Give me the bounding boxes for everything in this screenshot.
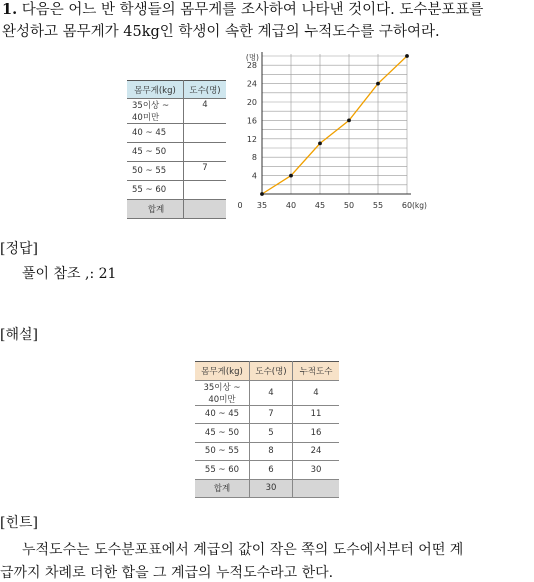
table1-header-weight: 몸무게(kg) [127,81,184,99]
table2-cell: 4 [250,380,293,405]
data-point [260,192,264,196]
table-row [195,380,339,405]
table2-cell: 11 [293,405,340,424]
hint-label: [힌트] [0,515,38,531]
table2-cell: 6 [250,461,293,480]
table2-cell: 30 [293,461,340,480]
table1-cell: 7 [184,162,227,181]
data-point [347,119,351,123]
table-row [127,99,226,124]
table-row [127,181,226,200]
x-tick-label: 35 [256,201,268,210]
question-text-1: 다음은 어느 반 학생들의 몸무게를 조사하여 나타낸 것이다. 도수분포표를 [21,2,484,18]
table-row [195,442,339,461]
table1-header-freq: 도수(명) [184,81,227,99]
table1-total-value [184,200,227,219]
y-tick-label: 16 [246,116,257,126]
explanation-label: [해설] [0,327,38,343]
frequency-table [127,80,226,219]
x-tick-label: 40 [285,201,297,210]
table1-total-label: 합계 [127,200,184,219]
table-row [127,143,226,162]
table1-cell: 35이상 ~ 40미만 [127,99,184,124]
table1-cell: 4 [184,99,227,124]
table2-total-label: 합계 [195,479,250,498]
question-line-2: 완성하고 몸무게가 45kg인 학생이 속한 계급의 누적도수를 구하여라. [2,24,440,40]
table2-cell: 45 ~ 50 [195,424,250,443]
table2-cell: 8 [250,442,293,461]
question-number: 1. [2,1,18,18]
table2-cell: 50 ~ 55 [195,442,250,461]
y-axis-label: (명) [245,53,259,62]
x-axis-label: (kg) [412,201,427,210]
data-point [318,142,322,146]
table-row [195,461,339,480]
table2-header-weight: 몸무게(kg) [195,362,250,381]
table-row [195,405,339,424]
answer-label: [정답] [0,241,38,257]
table2-header-cumulative: 누적도수 [293,362,340,381]
table2-cell: 35이상 ~ 40미만 [195,380,250,405]
table1-cell [184,143,227,162]
table2-cell: 4 [293,380,340,405]
y-tick-label: 4 [251,171,257,181]
table2-header-freq: 도수(명) [250,362,293,381]
x-tick-label: 45 [314,201,326,210]
cumulative-table [195,361,339,498]
x-tick-label: 60 [401,201,413,210]
table-total-row [127,200,226,219]
x-tick-label: 55 [372,201,384,210]
table1-cell: 45 ~ 50 [127,143,184,162]
y-tick-label: 20 [246,98,257,107]
y-tick-label: 8 [251,153,257,163]
table2-total-cumulative [293,479,340,498]
table2-cell: 16 [293,424,340,443]
table-row [127,124,226,143]
hint-line-2: 급까지 차례로 더한 합을 그 계급의 누적도수라고 한다. [0,565,334,581]
table2-cell: 24 [293,442,340,461]
hint-line-1: 누적도수는 도수분포표에서 계급의 값이 작은 쪽의 도수에서부터 어떤 계 [22,542,464,558]
y-tick-label: 12 [246,134,257,144]
table2-cell: 7 [250,405,293,424]
table-row [127,162,226,181]
y-tick-label: 28 [246,61,257,71]
series-line [262,56,407,194]
table1-cell [184,124,227,143]
table1-cell: 40 ~ 45 [127,124,184,143]
table2-cell: 55 ~ 60 [195,461,250,480]
data-point [376,82,380,86]
table2-cell: 5 [250,424,293,443]
table2-cell: 40 ~ 45 [195,405,250,424]
table1-cell: 55 ~ 60 [127,181,184,200]
table1-cell [184,181,227,200]
data-point [289,174,293,178]
x-tick-label: 0 [237,201,243,210]
table2-total-value: 30 [250,479,293,498]
cumulative-frequency-chart [230,50,427,215]
table1-cell: 50 ~ 55 [127,162,184,181]
answer-text: 풀이 참조 ,: 21 [22,266,117,282]
table-row [195,424,339,443]
x-tick-label: 50 [343,201,355,210]
question-line-1 [2,0,483,20]
data-point [405,54,409,58]
table-total-row [195,479,339,498]
y-tick-label: 24 [246,79,257,89]
